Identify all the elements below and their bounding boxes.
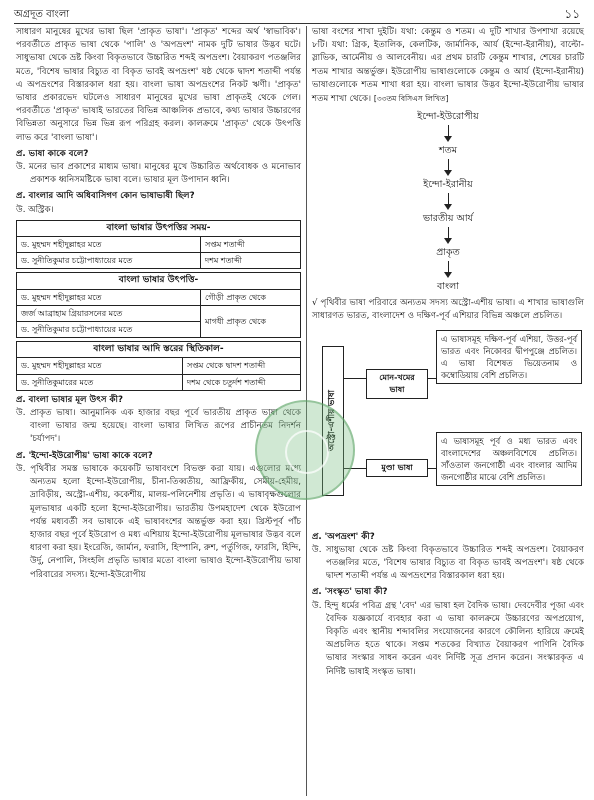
tree-node: প্রাকৃত <box>436 247 460 259</box>
table-cell: দশম থেকে চতুর্দশ শতাব্দী <box>183 374 301 390</box>
down-arrow-icon <box>312 158 584 178</box>
answer-5: উ. সাধুভাষা থেকে ভ্রষ্ট কিংবা বিকৃতভাবে উচ্চারিত শব্দই অপভ্রংশ। বৈয়াকরণ পতঞ্জলির মতে, 'বিশেষ ভাষার বিচ্যুত বা বিকৃত ভাবই অপভ্রংশ'। ষষ্ঠ থেকে দ্বাদশ শতাব্দী পর্যন্ত এ অপভ্রংশের বিস্তারকাল ধরা হয়। <box>312 544 584 582</box>
language-tree-diagram <box>312 110 584 294</box>
tree-node: ভারতীয় আর্য <box>422 213 474 225</box>
question-5: প্র. 'অপভ্রংশ' কী? <box>312 531 375 542</box>
origin-time-table <box>16 220 301 270</box>
tree-node: ইন্দো-ইউরোপীয় <box>417 111 479 123</box>
table-cell: গৌড়ী প্রাকৃত থেকে <box>201 289 301 305</box>
question-4: প্র. 'ইন্দো-ইউরোপীয়' ভাষা কাকে বলে? <box>16 450 153 461</box>
table-cell: সপ্তম থেকে দ্বাদশ শতাব্দী <box>183 358 301 374</box>
table-title: বাংলা ভাষার উৎপত্তির সময়- <box>17 220 301 236</box>
right-intro-paragraph <box>312 26 584 106</box>
right-intro-text: ভাষা বংশের শাখা দুইটি। যথা: কেন্তুম ও শতম। এ দুটি শাখার উপশাখা রয়েছে ৮টি। যথা: গ্রিক, ইতালিক, কেলটিক, জার্মানিক, আর্য (ইন্দো-ইরানীয়), বাল্টো-স্লাভিক, আর্মেনীয় ও আলবেনীয়। এর প্রথম চারটি কেন্তুম শাখার, শেষের চারটি শতম শাখার অন্তর্ভুক্ত। ইউরোপীয় ভাষাগুলোকে কেন্তুম ও আর্য (ইন্দো-ইরানীয়) ভাষাগুলোকে শতম শাখা ধরা হয়। বাংলা ভাষার উদ্ভব ইন্দো-ইউরোপীয় ভাষার শতম শাখা থেকে। <box>312 27 584 105</box>
table-cell: ড. মুহম্মদ শহীদুল্লাহর মতে <box>17 289 201 305</box>
table-row <box>17 305 301 321</box>
table-row <box>17 289 301 305</box>
down-arrow-icon <box>312 260 584 280</box>
austro-asiatic-diagram <box>312 328 584 528</box>
answer-2: উ. অস্ট্রিক। <box>16 204 54 215</box>
tree-node: ইন্দো-ইরানীয় <box>423 179 473 191</box>
question-3: প্র. বাংলা ভাষার মূল উৎস কী? <box>16 394 123 405</box>
tree-node: বাংলা <box>437 281 459 293</box>
tree-node: শতম <box>438 145 458 157</box>
table-title: বাংলা ভাষার উৎপত্তি- <box>17 273 301 289</box>
table-cell: জর্জ আব্রাহাম গ্রিয়ারসনের মতে <box>17 305 201 321</box>
austro-asiatic-paragraph: √ পৃথিবীর ভাষা পরিবারে অন্যতম সদস্য অস্ট্রো-এশীয় ভাষা। এ শাখার ভাষাগুলি সাধারণত ভারত, বাংলাদেশ ও দক্ষিণ-পূর্ব এশিয়ার বিভিন্ন অঞ্চলে প্রচলিত। <box>312 298 584 322</box>
munda-label: মুণ্ডা ভাষা <box>366 459 428 477</box>
book-title: অগ্রদূত বাংলা <box>14 8 70 20</box>
connector-line <box>428 378 436 379</box>
right-column <box>312 26 584 679</box>
early-period-table <box>16 341 301 391</box>
question-1: প্র. ভাষা কাকে বলে? <box>16 148 89 159</box>
munda-description: এ ভাষাসমূহ পূর্ব ও মধ্য ভারত এবং বাংলাদেশের অঞ্চলবিশেষে প্রচলিত। সাঁওতাল জনগোষ্ঠী এবং বাংলার আদিম জনগোষ্ঠীর মাঝে বেশি প্রচলিত। <box>436 432 582 486</box>
intro-paragraph: সাধারণ মানুষের মুখের ভাষা ছিল 'প্রাকৃত ভাষা'। 'প্রাকৃত' শব্দের অর্থ 'স্বাভাবিক'। পরবর্তীতে প্রাকৃত ভাষা থেকে 'পালি' ও 'অপভ্রংশ' নামক দুটি ভাষার উদ্ভব ঘটে। সাধুভাষা থেকে ভ্রষ্ট কিংবা বিকৃতভাবে উচ্চারিত শব্দই অপভ্রংশ। বৈয়াকরণ পতঞ্জলির মতে, 'বিশেষ ভাষার বিচ্যুত বা বিকৃত ভাবই অপভ্রংশ' ষষ্ঠ থেকে দ্বাদশ শতাব্দী পর্যন্ত এ অপভ্রংশের বিস্তারকাল ধরা হয়। বাংলা ভাষা অপভ্রংশের নিকট ঋণী। 'প্রাকৃত' ভাষার প্রকারভেদ ঘটলেও সাধারণ মানুষের মুখের ভাষা প্রাকৃতই থেকে গেল। পরবর্তীতে 'প্রাকৃত' ভাষাই ভারতের বিভিন্ন আঞ্চলিক প্রভাবে, কথ্য ভাষার উচ্চারণের বিভিন্নতা অনুসারে ভিন্ন ভিন্ন রূপ পরিগ্রহ করল। কালক্রমে 'প্রাকৃত' থেকে উৎপত্তি লাভ করে 'বাংলা ভাষা'। <box>16 27 301 143</box>
answer-3: উ. প্রাকৃত ভাষা। আনুমানিক এক হাজার বছর পূর্বে ভারতীয় প্রাকৃত ভাষা থেকে বাংলা ভাষার জন্ম হয়েছে। বাংলা ভাষার লিখিত রূপের প্রাচীনতম নিদর্শন 'চর্যাপদ'। <box>16 408 301 445</box>
mon-khmer-label: মোন-খমের ভাষা <box>366 369 428 399</box>
table-cell: ড. মুহম্মদ শহীদুল্লাহর মতে <box>17 237 201 253</box>
answer-1: উ. মনের ভাব প্রকাশের মাধ্যম ভাষা। মানুষের মুখে উচ্চারিত অর্থবোধক ও মনোভাব প্রকাশক ধ্বনিসমষ্টিকে ভাষা বলে। ভাষার মূল উপাদান ধ্বনি। <box>16 162 301 186</box>
table-row <box>17 253 301 269</box>
question-2: প্র. বাংলার আদি অধিবাসিগণ কোন ভাষাভাষী ছিল? <box>16 191 195 202</box>
left-column <box>16 26 301 582</box>
connector-line <box>344 378 366 379</box>
table-cell: ড. সুনীতিকুমার চট্টোপাধ্যায়ের মতে <box>17 253 201 269</box>
origin-source-table <box>16 272 301 338</box>
page-number: ১১ <box>564 6 580 21</box>
answer-4: উ. পৃথিবীর সমস্ত ভাষাকে কয়েকটি ভাষাবংশে বিভক্ত করা যায়। এগুলোর মধ্যে অন্যতম হলো ইন্দো-ইউরোপীয়, চীনা-তিব্বতীয়, আফ্রিকীয়, সেমীয়-হেমীয়, দ্রাবিড়ীয়, অস্ট্রো-এশীয়, ককেশীয়, মালয়-পলিনেশীয় প্রভৃতি। এ ভাষাবৃক্ষগুলোর মূলভাষার একটি হলো ইন্দো-ইউরোপীয়। ভারতীয় উপমহাদেশ থেকে ইউরোপ পর্যন্ত মধ্যবর্তী সব ভাষাকে এই ভাষাবংশের অন্তর্ভুক্ত করা হয়। খ্রিস্টপূর্ব পাঁচ হাজার বছর পূর্বে ইউরোপ ও মধ্য এশিয়ায় ইন্দো-ইউরোপীয় মূলভাষার উদ্ভব বলে ধারণা করা হয়। ইংরেজি, জার্মান, ফরাসি, হিস্পানি, রুশ, পর্তুগিজ, ফারসি, হিন্দি, উর্দু, নেপালি, সিংহলি প্রভৃতি ভাষার মতো বাংলা ভাষাও ইন্দো-ইউরোপীয় ভাষা পরিবারের সদস্য। ইন্দো-ইউরোপীয় <box>16 463 301 580</box>
down-arrow-icon <box>312 192 584 212</box>
table-cell: সপ্তম শতাব্দী <box>201 237 301 253</box>
vertical-label: অস্ট্রো-এশীয় ভাষা <box>327 390 338 452</box>
table-cell: মাগধী প্রাকৃত থেকে <box>201 305 301 337</box>
page-header <box>14 4 580 24</box>
mon-khmer-description: এ ভাষাসমূহ দক্ষিণ-পূর্ব এশিয়া, উত্তর-পূর্ব ভারত এবং নিকোবর দ্বীপপুঞ্জে প্রচলিত। এ ভাষা বিশেষত ভিয়েতনাম ও কম্বোডিয়ায় বেশি প্রচলিত। <box>436 330 582 384</box>
table-cell: দশম শতাব্দী <box>201 253 301 269</box>
connector-line <box>428 468 436 469</box>
table-cell: ড. সুনীতিকুমার চট্টোপাধ্যায়ের মতে <box>17 322 201 338</box>
down-arrow-icon <box>312 124 584 144</box>
question-6: প্র. 'সংস্কৃত' ভাষা কী? <box>312 587 388 598</box>
table-row <box>17 237 301 253</box>
answer-6: উ. হিন্দু ধর্মের পবিত্র গ্রন্থ 'বেদ' এর ভাষা হল বৈদিক ভাষা। দেবদেবীর পূজা এবং বৈদিক যজ্ঞকার্যে ব্যবহার করা এ ভাষা কালক্রমে উচ্চারণের অপপ্রয়োগ, বিকৃতি এবং স্থানীয় শব্দাবলির সংযোজনের কারণে কৌলিন্য হারিয়ে ক্রমেই অপ্রচলিত হতে থাকে। সপ্তম শতকের বিখ্যাত বৈয়াকরণ পাণিনি বৈদিক ভাষার সংস্কার সাধন করেন এবং নির্দিষ্ট সূত্র প্রদান করেন। সংস্কারকৃত এ নির্দিষ্ট ভাষাই সংস্কৃত ভাষা। <box>312 600 584 677</box>
exam-note: [৩৩তম বিসিএস লিখিত] <box>373 94 449 104</box>
table-row <box>17 358 301 374</box>
table-row <box>17 374 301 390</box>
down-arrow-icon <box>312 226 584 246</box>
table-cell: ড. মুহম্মদ শহীদুল্লাহর মতে <box>17 358 183 374</box>
watermark-seal <box>255 400 355 500</box>
table-cell: ড. সুনীতিকুমারের মতে <box>17 374 183 390</box>
table-title: বাংলা ভাষার আদি স্তরের স্থিতিকাল- <box>17 342 301 358</box>
